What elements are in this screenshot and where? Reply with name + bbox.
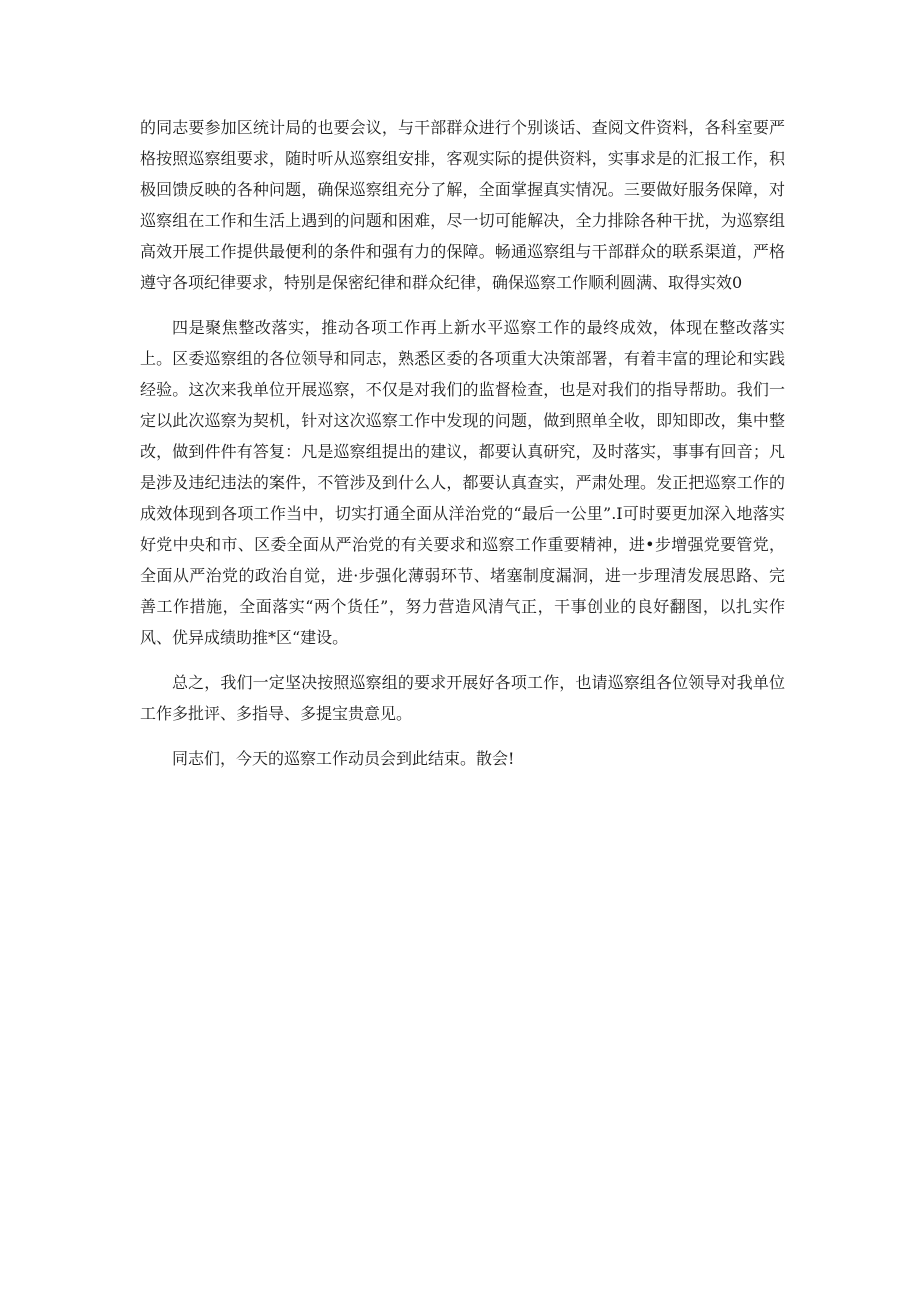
document-body xyxy=(140,112,785,788)
paragraph-closing: 同志们，今天的巡察工作动员会到此结束。散会! xyxy=(172,749,515,768)
paragraph-continuation: 的同志要参加区统计局的也要会议，与干部群众进行个别谈话、查阅文件资料，各科室要严格按照巡察组要求，随时听从巡察组安排，客观实际的提供资料，实事求是的汇报工作，积极回馈反映的各种问题，确保巡察组充分了解，全面掌握真实情况。三要做好服务保障，对巡察组在工作和生活上遇到的问题和困难，尽一切可能解决，全力排除各种干扰，为巡察组高效开展工作提供最便利的条件和强有力的保障。畅通巡察组与干部群众的联系渠道，严格遵守各项纪律要求，特别是保密纪律和群众纪律，确保巡察工作顺利圆满、取得实效0 xyxy=(140,118,785,292)
paragraph-rectification: 四是聚焦整改落实，推动各项工作再上新水平巡察工作的最终成效，体现在整改落实上。区委巡察组的各位领导和同志，熟悉区委的各项重大决策部署，有着丰富的理论和实践经验。这次来我单位开展巡察，不仅是对我们的监督检查，也是对我们的指导帮助。我们一定以此次巡察为契机，针对这次巡察工作中发现的问题，做到照单全收，即知即改，集中整改，做到件件有答复：凡是巡察组提出的建议，都要认真研究，及时落实，事事有回音；凡是涉及违纪违法的案件，不管涉及到什么人，都要认真查实，严肃处理。发正把巡察工作的成效体现到各项工作当中，切实打通全面从洋治党的“最后一公里”.I可时要更加深入地落实好党中央和市、区委全面从严治党的有关要求和巡察工作重要精神，进•步增强党要管党，全面从严治党的政治自觉，进·步强化薄弱环节、堵塞制度漏洞，进一步理清发展思路、完善工作措施，全面落实“两个货任”，努力营造风清气正，干事创业的良好翻图，以扎实作风、优异成绩助推*区“建设。 xyxy=(140,318,785,647)
paragraph-summary: 总之，我们一定坚决按照巡察组的要求开展好各项工作，也请巡察组各位领导对我单位工作多批评、多指导、多提宝贵意见。 xyxy=(140,673,785,723)
